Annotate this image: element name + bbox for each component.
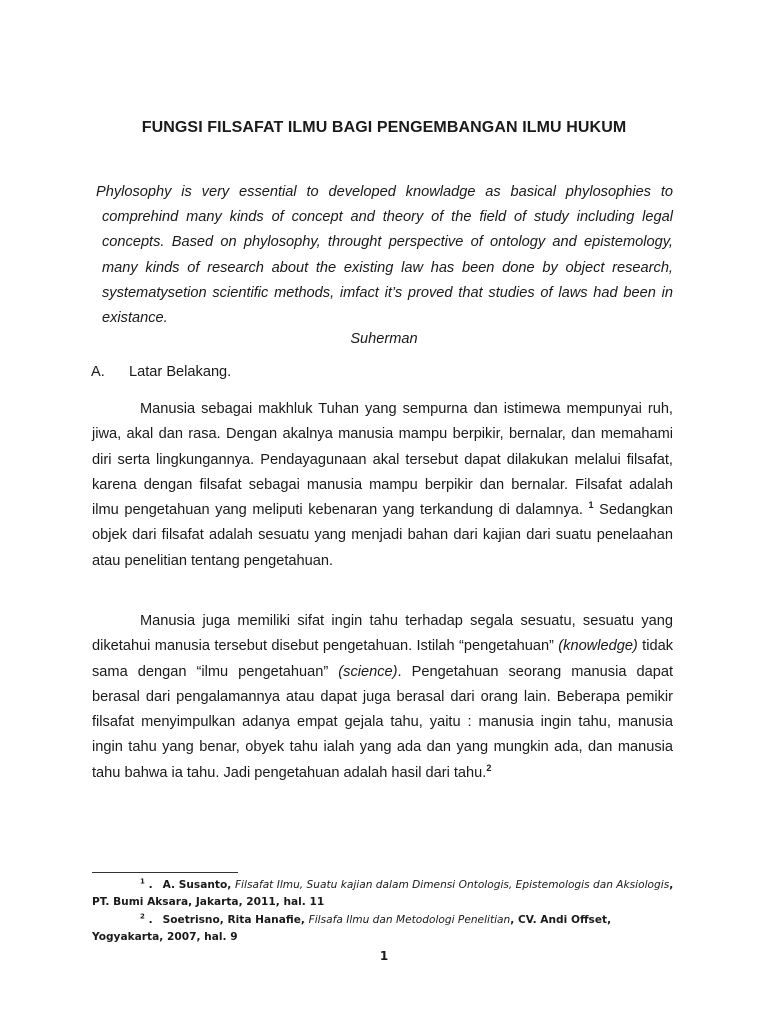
section-heading: [91, 364, 231, 380]
footnote-title: Filsafa Ilmu dan Metodologi Penelitian: [308, 913, 511, 926]
italic-term: (science): [338, 663, 398, 680]
footnote-number: 2: [140, 912, 145, 921]
italic-term: (knowledge): [558, 638, 638, 655]
paragraph: [92, 609, 673, 786]
page-title: FUNGSI FILSAFAT ILMU BAGI PENGEMBANGAN ILMU HUKUM: [141, 119, 627, 136]
footnote-author: Soetrisno, Rita Hanafie,: [162, 913, 305, 926]
footnote: [92, 877, 682, 912]
page-number: 1: [379, 949, 389, 963]
paragraph-text: . Pengetahuan seorang manusia dapat berasal dari pengalamannya atau dapat juga berasal dari orang lain. Beberapa pemikir filsafat menyimpulkan adanya empat gejala tahu, yaitu : manusia ingin tahu, manusia ingin tahu yang benar, obyek tahu ialah yang ada dan yang mungkin ada, dan manusia tahu bahwa ia tahu. Jadi pengetahuan adalah hasil dari tahu.: [92, 663, 674, 781]
author-name: Suherman: [350, 331, 418, 347]
footnotes: [92, 877, 682, 947]
footnote-author: A. Susanto,: [162, 879, 232, 891]
paragraph-text: Sedangkan objek dari filsafat adalah sesuatu yang menjadi bahan dari kajian dari suatu penelaahan atau penelitian tentang pengetahuan.: [92, 502, 673, 569]
footnote-reference[interactable]: 2: [486, 762, 492, 773]
footnote-marker: .: [148, 879, 153, 891]
footnote-marker: .: [148, 913, 153, 926]
paragraph-text: Manusia sebagai makhluk Tuhan yang sempurna dan istimewa mempunyai ruh, jiwa, akal dan rasa. Dengan akalnya manusia mampu berpikir, bernalar, dan memahami diri serta lingkungannya. Pendayagunaan akal tersebut dapat dilakukan melalui filsafat, karena dengan filsafat sebagai manusia mampu berpikir dan bernalar. Filsafat adalah ilmu pengetahuan yang meliputi kebenaran yang terkandung di dalamnya.: [92, 401, 673, 519]
footnote-reference[interactable]: 1: [588, 500, 594, 511]
paragraph-text: tidak sama dengan “ilmu pengetahuan”: [92, 638, 673, 680]
footnote-publisher: , CV. Andi Offset, Yogyakarta, 2007, hal. 9: [92, 913, 612, 944]
abstract: [96, 180, 673, 331]
paragraph: [92, 397, 673, 574]
section-title: Latar Belakang.: [129, 364, 232, 380]
footnote: [92, 912, 682, 947]
section-letter: A.: [91, 364, 105, 380]
footnote-number: 1: [140, 877, 145, 886]
footnote-separator: [92, 872, 238, 873]
footnote-title: Filsafat Ilmu, Suatu kajian dalam Dimensi Ontologis, Epistemologis dan Aksiologis: [234, 879, 670, 891]
footnote-publisher: , PT. Bumi Aksara, Jakarta, 2011, hal. 11: [92, 879, 674, 909]
abstract-text: Phylosophy is very essential to developed knowladge as basical phylosophies to comprehind many kinds of concept and theory of the field of study including legal concepts. Based on phylosophy, throught perspective of ontology and epistemology, many kinds of research about the existing law has been done by object research, systematysetion scientific methods, imfact it’s proved that studies of laws had been in existance.: [96, 184, 673, 327]
paragraph-text: Manusia juga memiliki sifat ingin tahu terhadap segala sesuatu, sesuatu yang diketahui manusia tersebut disebut pengetahuan. Istilah “pengetahuan”: [92, 613, 673, 655]
